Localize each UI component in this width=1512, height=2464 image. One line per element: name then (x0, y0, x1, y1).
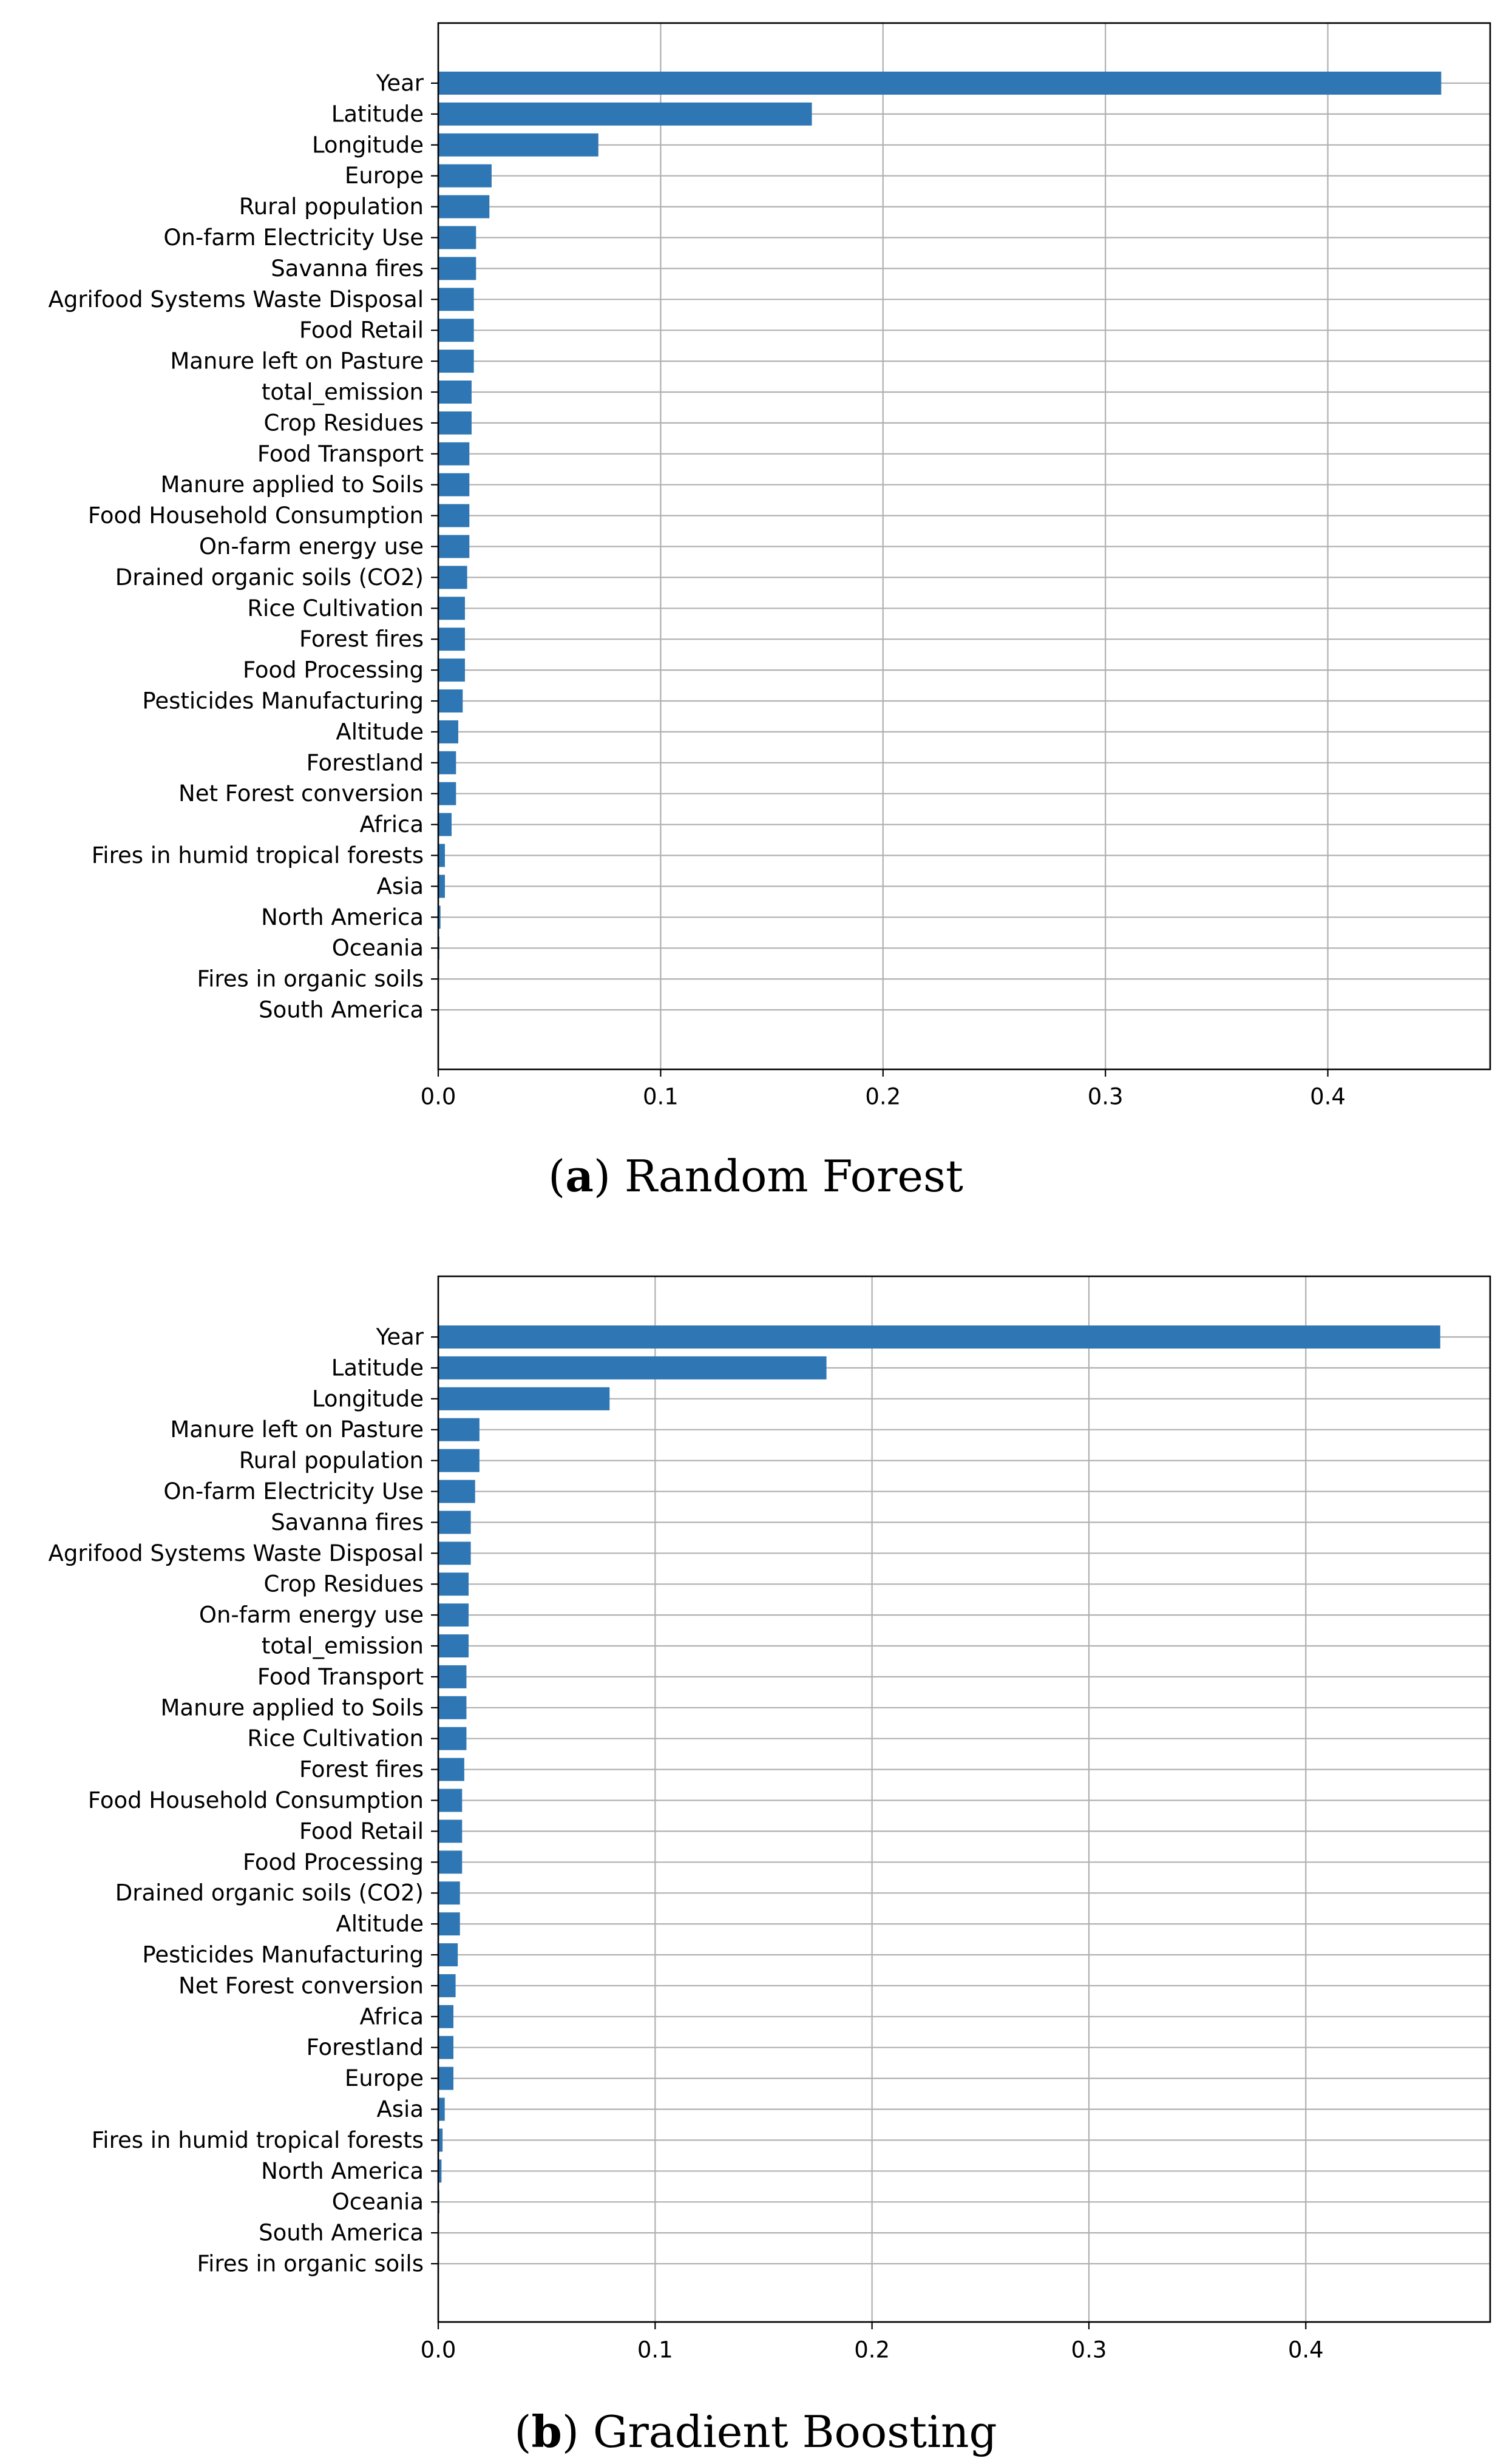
bar-pesticides-manufacturing (438, 1943, 458, 1966)
y-tick-label: Fires in organic soils (197, 2250, 424, 2277)
y-tick-label: Asia (376, 2096, 424, 2122)
y-tick-label: total_emission (261, 379, 424, 405)
bar-drained-organic-soils-co2 (438, 566, 467, 589)
y-tick-label: On-farm Electricity Use (163, 225, 424, 251)
bar-net-forest-conversion (438, 1974, 456, 1997)
y-tick-label: Drained organic soils (CO2) (115, 1880, 424, 1906)
y-tick-label: Year (376, 1324, 424, 1350)
x-tick-label: 0.4 (1287, 2337, 1324, 2363)
y-tick-label: Africa (359, 2003, 424, 2030)
y-tick-label: Altitude (336, 719, 424, 745)
bar-crop-residues (438, 411, 472, 435)
bar-europe (438, 2067, 453, 2090)
y-tick-label: Food Processing (242, 657, 424, 683)
y-tick-label: Food Transport (257, 441, 424, 467)
bar-year (438, 72, 1441, 95)
bar-manure-left-on-pasture (438, 350, 474, 373)
y-tick-label: Forestland (306, 2034, 424, 2061)
y-tick-label: Latitude (331, 1355, 424, 1381)
bar-forest-fires (438, 628, 465, 651)
x-tick-label: 0.2 (865, 1083, 901, 1110)
bar-asia (438, 875, 445, 898)
y-tick-label: North America (261, 2158, 424, 2184)
bar-agrifood-systems-waste-disposal (438, 1542, 471, 1565)
y-tick-label: Africa (359, 811, 424, 838)
y-tick-labels (49, 1324, 438, 2277)
y-tick-label: Rice Cultivation (247, 1725, 424, 1752)
y-tick-label: Manure applied to Soils (160, 472, 424, 498)
x-tick-label: 0.0 (420, 2337, 456, 2363)
caption-title: ) Gradient Boosting (561, 2406, 997, 2457)
bar-food-retail (438, 319, 474, 342)
bar-rice-cultivation (438, 597, 465, 620)
y-tick-label: Drained organic soils (CO2) (115, 564, 424, 591)
y-tick-label: Forest fires (299, 1756, 424, 1783)
panel-caption (548, 1150, 963, 1202)
x-tick-label: 0.1 (637, 2337, 673, 2363)
bar-savanna-fires (438, 257, 476, 280)
bar-rural-population (438, 195, 489, 218)
bar-drained-organic-soils-co2 (438, 1881, 460, 1904)
y-tick-label: On-farm energy use (198, 1602, 424, 1628)
x-tick-label: 0.2 (854, 2337, 890, 2363)
y-tick-labels (49, 70, 438, 1023)
bar-forestland (438, 751, 456, 774)
y-tick-label: Oceania (331, 935, 424, 961)
bar-africa (438, 813, 452, 836)
bar-rice-cultivation (438, 1727, 466, 1750)
y-tick-label: Fires in humid tropical forests (91, 2127, 424, 2153)
bar-food-processing (438, 658, 465, 682)
y-tick-label: Europe (344, 163, 424, 189)
bar-total-emission (438, 381, 472, 404)
caption-open-paren: ( (548, 1151, 566, 1202)
y-tick-label: Asia (376, 873, 424, 899)
bar-food-household-consumption (438, 1789, 462, 1812)
bar-europe (438, 164, 492, 188)
grid-lines (438, 1276, 1490, 2322)
y-tick-label: Oceania (331, 2188, 424, 2215)
chart-panel-gradient-boosting (49, 1276, 1490, 2457)
y-tick-label: Europe (344, 2065, 424, 2092)
bar-longitude (438, 134, 598, 157)
bar-asia (438, 2098, 445, 2121)
y-tick-label: Manure left on Pasture (170, 1416, 424, 1443)
y-tick-label: On-farm energy use (198, 533, 424, 560)
bar-africa (438, 2005, 453, 2028)
y-tick-label: Year (376, 70, 424, 96)
bar-food-transport (438, 1665, 466, 1688)
y-tick-label: Food Retail (299, 317, 424, 344)
y-tick-label: Forestland (306, 750, 424, 776)
y-tick-label: Latitude (331, 101, 424, 127)
bar-altitude (438, 1912, 460, 1935)
y-tick-label: Manure applied to Soils (160, 1694, 424, 1721)
bar-rural-population (438, 1449, 480, 1472)
y-tick-label: Savanna fires (271, 1509, 424, 1535)
y-tick-label: Savanna fires (271, 255, 424, 282)
bar-forest-fires (438, 1758, 464, 1781)
grid-lines (438, 23, 1490, 1069)
caption-letter: b (531, 2406, 562, 2457)
bar-food-retail (438, 1819, 462, 1843)
bar-forestland (438, 2036, 453, 2059)
y-tick-label: South America (259, 997, 424, 1023)
y-tick-label: Fires in humid tropical forests (91, 842, 424, 868)
y-tick-label: South America (259, 2219, 424, 2246)
y-tick-label: Food Processing (242, 1849, 424, 1875)
y-tick-label: Net Forest conversion (178, 1972, 424, 1999)
x-tick-label: 0.3 (1087, 1083, 1124, 1110)
bar-agrifood-systems-waste-disposal (438, 288, 474, 311)
bar-fires-in-humid-tropical-forests (438, 844, 445, 867)
bar-crop-residues (438, 1572, 469, 1596)
bar-year (438, 1325, 1440, 1349)
bar-net-forest-conversion (438, 782, 456, 805)
bar-longitude (438, 1387, 609, 1410)
bar-latitude (438, 103, 812, 126)
x-tick-label: 0.0 (420, 1083, 456, 1110)
y-tick-label: Net Forest conversion (178, 780, 424, 807)
y-tick-label: Food Retail (299, 1818, 424, 1844)
bar-food-household-consumption (438, 504, 469, 527)
x-tick-label: 0.1 (642, 1083, 679, 1110)
bar-on-farm-energy-use (438, 1603, 469, 1626)
caption-title: ) Random Forest (593, 1151, 963, 1202)
y-tick-label: Rice Cultivation (247, 595, 424, 621)
y-tick-label: North America (261, 904, 424, 930)
y-tick-label: Longitude (311, 132, 424, 158)
y-tick-label: Fires in organic soils (197, 966, 424, 992)
bar-total-emission (438, 1634, 469, 1657)
y-tick-label: Food Household Consumption (87, 503, 424, 529)
caption-letter: a (565, 1150, 594, 1202)
y-tick-label: Crop Residues (263, 1571, 424, 1597)
y-tick-label: Food Transport (257, 1664, 424, 1690)
y-tick-label: Agrifood Systems Waste Disposal (48, 286, 424, 313)
chart-panel-random-forest (49, 23, 1490, 1202)
panel-caption (514, 2406, 997, 2457)
x-tick-labels (421, 1069, 1346, 1110)
bar-food-processing (438, 1850, 462, 1873)
bar-latitude (438, 1356, 827, 1379)
y-tick-label: Altitude (336, 1911, 424, 1937)
y-tick-label: total_emission (261, 1633, 424, 1659)
y-tick-label: Food Household Consumption (87, 1787, 424, 1813)
y-tick-label: Rural population (239, 194, 424, 220)
bar-manure-applied-to-soils (438, 1696, 466, 1719)
y-tick-label: Forest fires (299, 626, 424, 652)
y-tick-label: Crop Residues (263, 410, 424, 436)
y-tick-label: On-farm Electricity Use (163, 1478, 424, 1504)
y-tick-label: Agrifood Systems Waste Disposal (48, 1540, 424, 1566)
caption-open-paren: ( (514, 2406, 532, 2457)
bar-altitude (438, 720, 458, 743)
bar-pesticides-manufacturing (438, 689, 463, 712)
y-tick-label: Pesticides Manufacturing (142, 688, 424, 714)
x-tick-label: 0.3 (1071, 2337, 1107, 2363)
bar-savanna-fires (438, 1511, 471, 1534)
bar-on-farm-electricity-use (438, 1480, 475, 1503)
y-tick-label: Longitude (311, 1386, 424, 1412)
y-tick-label: Rural population (239, 1447, 424, 1474)
y-tick-label: Pesticides Manufacturing (142, 1941, 424, 1968)
x-tick-labels (421, 2322, 1324, 2363)
bar-on-farm-electricity-use (438, 226, 476, 249)
bar-manure-left-on-pasture (438, 1418, 480, 1441)
bar-on-farm-energy-use (438, 535, 469, 558)
axes-frame (438, 1276, 1490, 2322)
y-tick-label: Manure left on Pasture (170, 348, 424, 374)
bar-food-transport (438, 442, 469, 465)
x-tick-label: 0.4 (1310, 1083, 1346, 1110)
bar-manure-applied-to-soils (438, 473, 469, 496)
